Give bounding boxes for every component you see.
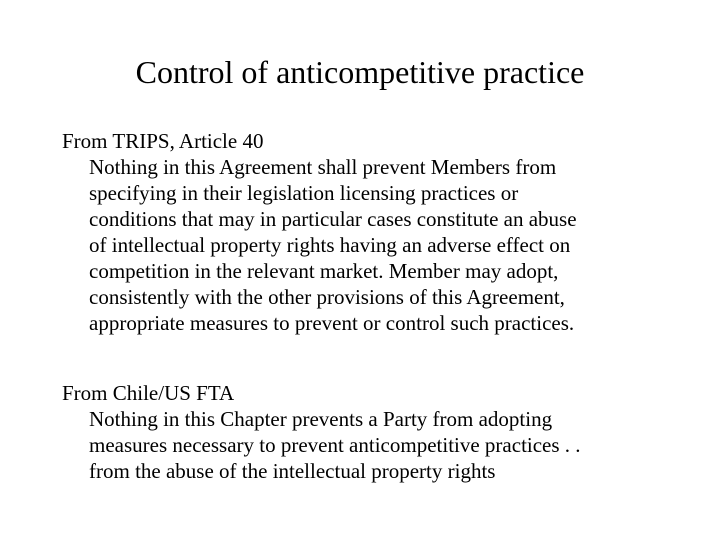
trips-text-line: appropriate measures to prevent or control such practices. [89, 311, 575, 335]
chile-us-fta-section [62, 380, 682, 484]
trips-text-line: competition in the relevant market. Member may adopt, [89, 259, 559, 283]
chile-us-fta-text-line: measures necessary to prevent anticompetitive practices . . [89, 433, 581, 457]
slide-title: Control of anticompetitive practice [135, 54, 585, 90]
trips-text-line: specifying in their legislation licensing practices or [89, 181, 519, 205]
trips-text-line: Nothing in this Agreement shall prevent Members from [89, 155, 557, 179]
trips-section [62, 128, 682, 336]
chile-us-fta-heading: From Chile/US FTA [62, 381, 235, 405]
trips-text-line: consistently with the other provisions of this Agreement, [89, 285, 565, 309]
trips-text-line: conditions that may in particular cases constitute an abuse [89, 207, 577, 231]
trips-heading: From TRIPS, Article 40 [62, 129, 264, 153]
chile-us-fta-text-line: from the abuse of the intellectual property rights [89, 459, 496, 483]
trips-text-line: of intellectual property rights having an adverse effect on [89, 233, 571, 257]
chile-us-fta-text-line: Nothing in this Chapter prevents a Party from adopting [89, 407, 553, 431]
